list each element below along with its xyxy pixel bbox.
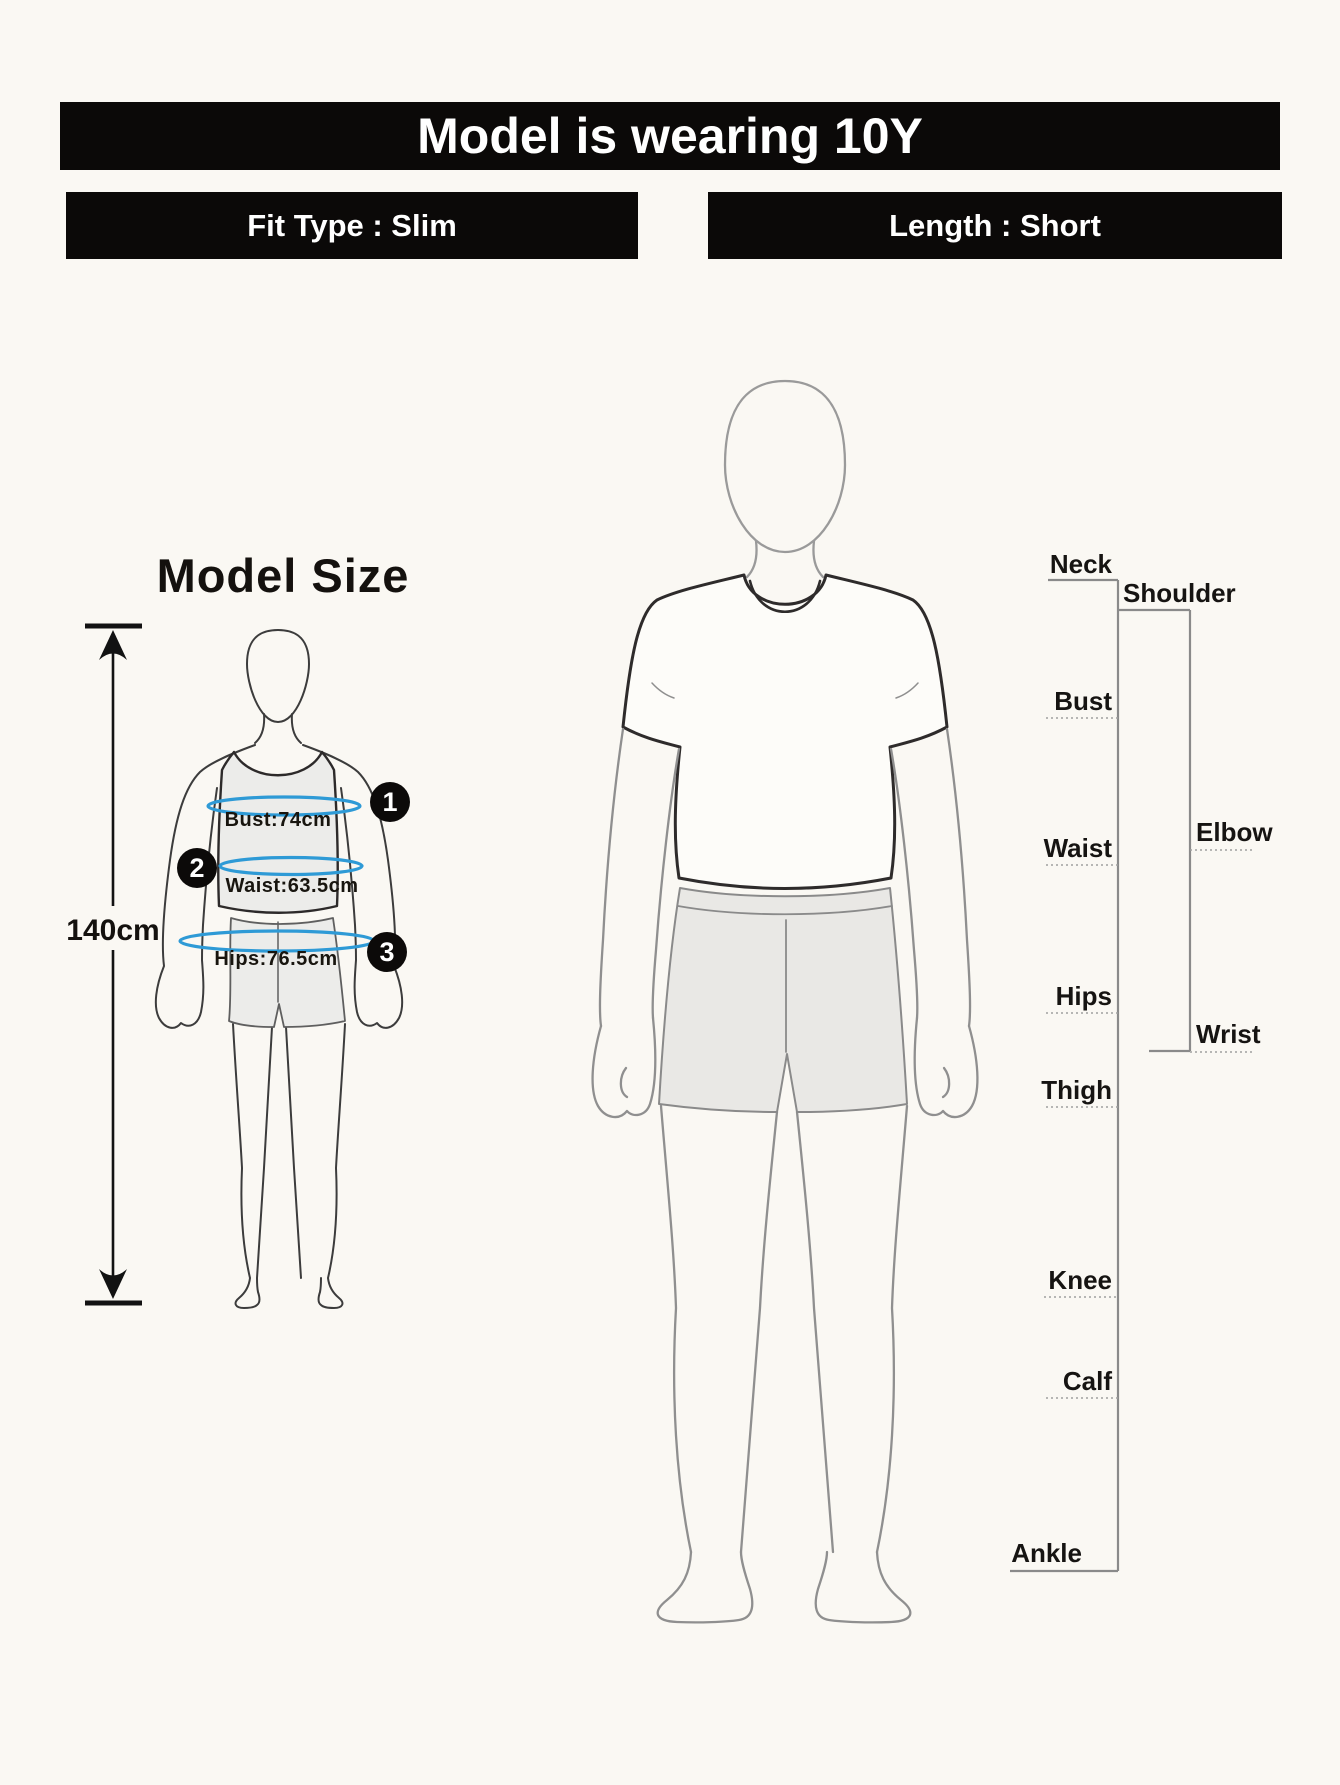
large-figure-illustration bbox=[593, 381, 978, 1622]
measure-marker-2: 2 bbox=[177, 848, 217, 888]
body-label-shoulder: Shoulder bbox=[1123, 578, 1236, 608]
body-label-hips: Hips bbox=[1055, 981, 1112, 1011]
height-arrow bbox=[85, 626, 142, 1303]
small-shorts bbox=[229, 918, 345, 1027]
large-shorts bbox=[659, 888, 907, 1112]
large-tshirt bbox=[623, 575, 947, 889]
body-label-wrist: Wrist bbox=[1196, 1019, 1261, 1049]
body-label-ankle: Ankle bbox=[1011, 1538, 1082, 1568]
large-left-hand bbox=[593, 1018, 656, 1117]
body-label-waist: Waist bbox=[1043, 833, 1112, 863]
small-head-outline bbox=[247, 630, 309, 722]
model-height-label: 140cm bbox=[66, 914, 160, 947]
hips-measurement-label: Hips:76.5cm bbox=[214, 948, 338, 970]
body-label-neck: Neck bbox=[1049, 549, 1112, 579]
body-label-knee: Knee bbox=[1048, 1265, 1112, 1295]
small-right-leg bbox=[286, 1024, 345, 1308]
waist-measurement-label: Waist:63.5cm bbox=[225, 875, 359, 897]
body-label-calf: Calf bbox=[1062, 1366, 1112, 1396]
length-banner: Length : Short bbox=[708, 192, 1282, 259]
ruler-line-arm bbox=[1149, 610, 1190, 1051]
large-right-foot bbox=[816, 1552, 911, 1622]
body-label-elbow: Elbow bbox=[1196, 817, 1273, 847]
small-neck-lines bbox=[255, 714, 301, 743]
body-label-bust: Bust bbox=[1054, 686, 1112, 716]
small-left-leg bbox=[233, 1024, 272, 1308]
model-size-title: Model Size bbox=[156, 549, 410, 602]
large-left-foot bbox=[658, 1552, 753, 1622]
large-head-outline bbox=[725, 381, 845, 552]
large-neck-lines bbox=[747, 541, 823, 577]
bust-measurement-label: Bust:74cm bbox=[224, 809, 332, 831]
body-label-thigh: Thigh bbox=[1041, 1075, 1112, 1105]
measure-marker-1: 1 bbox=[370, 782, 410, 822]
fit-type-banner: Fit Type : Slim bbox=[66, 192, 638, 259]
measure-marker-3: 3 bbox=[367, 932, 407, 972]
model-wearing-banner: Model is wearing 10Y bbox=[60, 102, 1280, 170]
large-legs bbox=[658, 1106, 911, 1622]
